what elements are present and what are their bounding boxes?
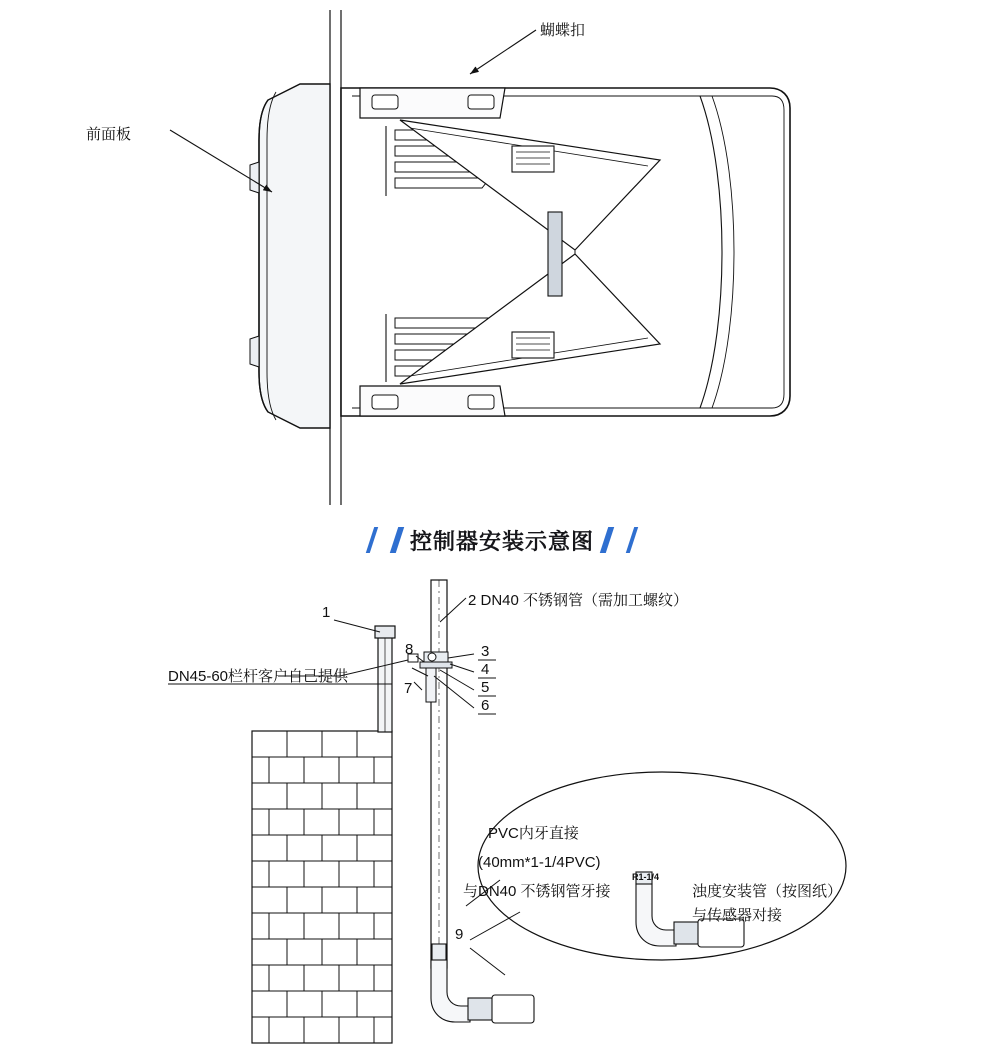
callout-5: 5 (481, 679, 490, 696)
oval-text-line5: 与传感器对接 (692, 907, 783, 924)
thread-mark-label: R1-1/4 (632, 872, 660, 882)
callout-7: 7 (404, 680, 413, 697)
label-butterfly-clip: 蝴蝶扣 (540, 22, 586, 39)
oval-text-line2: (40mm*1-1/4PVC) (478, 854, 601, 871)
oval-text-line1: PVC内牙直接 (488, 825, 579, 842)
label-dn40-pipe: 2 DN40 不锈钢管（需加工螺纹） (468, 592, 689, 609)
callout-6: 6 (481, 697, 490, 714)
callout-1: 1 (322, 604, 331, 621)
callout-8: 8 (405, 641, 414, 658)
callout-9: 9 (455, 926, 464, 943)
label-railing-note: DN45-60栏杆客户自己提供 (168, 668, 349, 685)
oval-text-line4: 浊度安装管（按图纸） (692, 883, 843, 900)
oval-text-line3: 与DN40 不锈钢管牙接 (463, 883, 611, 900)
banner-title: 控制器安装示意图 (409, 528, 594, 554)
callout-3: 3 (481, 643, 490, 660)
callout-4: 4 (481, 661, 490, 678)
label-front-panel: 前面板 (86, 126, 132, 143)
